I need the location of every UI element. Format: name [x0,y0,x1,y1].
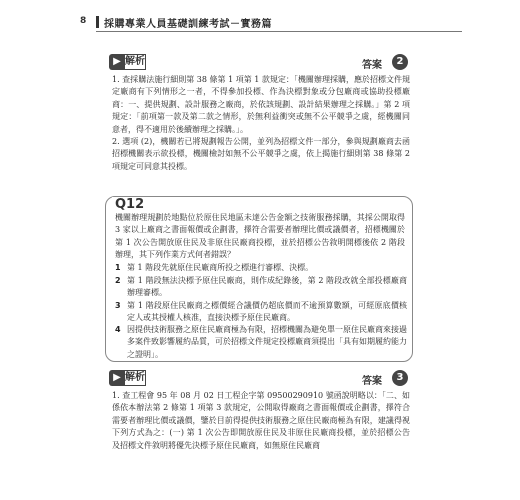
answer-number: 3 [392,370,408,386]
analysis-badge-icon: ▶ [109,370,125,386]
option-number: 1 [115,263,121,272]
analysis-item: 1. 查採購法施行細則第 38 條第 1 項第 1 款規定：「機關辦理採購，應於招標文件規定廠商有下列情形之一者，不得參加投標、作為決標對象或分包廠商或協助投標廠商：一、提供規劃、設計服務之廠商，於依該規劃、設計結果辦理之採購。」第 2 項規定：「前項第一款及第二款之情形，於無利益衝突或無不公平競爭之虞，經機關同意者，得不適用於後續辦理之採購。」。 [112,75,410,134]
analysis-badge [109,370,149,386]
header-title: 採購專業人員基礎訓練考試－實務篇 [104,19,272,30]
question-stem: 機關辦理規劃於地點位於原住民地區未達公告金額之技術服務採購，其採公開取得 3 家以上廠商之書面報價或企劃書，擇符合需要者辦理比價或議價者，招標機關於第 1 次公告開放原住民及非原住民廠商投標，並於招標公告敘明開標後依 2 階段辦理，其下列作業方式何者錯誤？ [115,213,405,260]
option-text: 第 1 階段無法決標予原住民廠商，則作成紀錄後，第 2 階段改就全部投標廠商辦理審標。 [127,276,407,298]
header-rule [96,31,462,32]
analysis-badge [109,54,149,70]
answer-label: 答案 [362,60,382,71]
analysis-label: 解析 [125,370,146,386]
analysis-label: 解析 [125,54,146,70]
answer-number: 2 [392,54,408,70]
analysis-badge-icon: ▶ [109,54,125,70]
analysis-item: 2. 選項 (2)，機關若已將規劃報告公開，並列為招標文件一部分，參與規劃廠商去函招標機關表示欲投標，機關檢討如無不公平競爭之虞，依上揭施行細則第 38 條第 2 項規定可同意其投標。 [112,137,410,171]
option-number: 2 [115,276,121,285]
option-text: 因提供技術服務之原住民廠商極為有限，招標機關為避免單一原住民廠商來接過多案件致影響履約品質，可於招標文件規定投標廠商須提出「具有如期履約能力之證明」。 [127,325,407,359]
option-text: 第 1 階段先就原住民廠商所投之標進行審標、決標。 [127,263,314,272]
page-number: 8 [80,16,87,26]
header-bar [96,16,99,28]
option-text: 第 1 階段原住民廠商之標價經合議價仍超底價而不逾預算數額，可經原底價核定人或其授權人核准，直接決標予原住民廠商。 [127,301,407,323]
question-label: Q12 [112,197,147,212]
answer-label: 答案 [362,376,382,387]
option-number: 3 [115,301,121,310]
page-header [72,12,462,32]
analysis-item: 1. 查工程會 95 年 08 月 02 日工程企字第 09500290910 號函說明略以：「二、如係依本辦法第 2 條第 1 項第 3 款規定，公開取得廠商之書面報價或企劃書，擇符合需要者辦理比價或議價，鑒於目前得提供技術服務之原住民廠商極為有限，建議得視下列方式為之：(一) 第 1 次公告即開放原住民及非原住民廠商投標，並於招標公告及招標文件敘明將優先決標予原住民廠商，如無原住民廠商 [112,391,410,450]
option-number: 4 [115,325,121,334]
